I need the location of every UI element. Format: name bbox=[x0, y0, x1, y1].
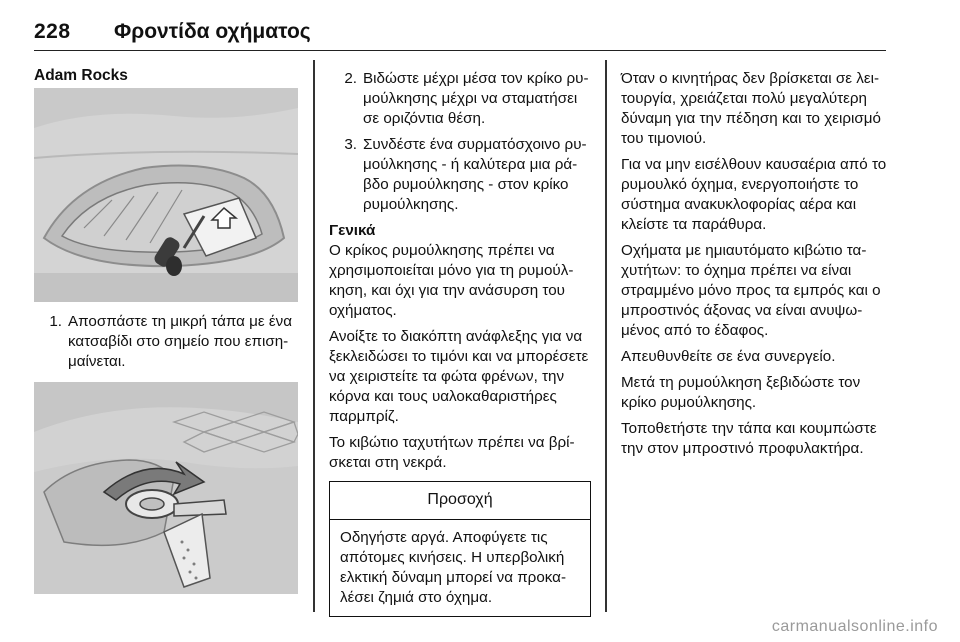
caution-text: Οδηγήστε αργά. Αποφύγετε τις απότομες κινήσεις. Η υπερβολική ελκτική δύναμη μπορεί να προκαλέσει ζημιά στο όχημα. bbox=[340, 529, 567, 606]
step-1 bbox=[34, 312, 298, 372]
watermark: carmanualsonline.info bbox=[771, 618, 938, 635]
chapter-title: Φροντίδα οχήματος bbox=[114, 20, 311, 43]
column-middle bbox=[329, 60, 591, 617]
step-text: Αποσπάστε τη μικρή τάπα με ένα κατσαβίδι στο σημείο που επισημαίνεται. bbox=[68, 313, 293, 370]
model-title: Adam Rocks bbox=[34, 67, 128, 84]
paragraph: Οχήματα με ημιαυτόματο κιβώτιο ταχυτήτων: το όχημα πρέπει να είναι στραμμένο μόνο προς τα εμπρός και ο μπροστινός άξονας να είναι ανυψωμένος από το έδαφος. bbox=[621, 242, 881, 339]
step-number: 3. bbox=[344, 136, 357, 153]
step-2 bbox=[329, 69, 591, 129]
column-left bbox=[34, 60, 298, 594]
paragraph: Ο κρίκος ρυμούλκησης πρέπει να χρησιμοποιείται μόνο για τη ρυμούλκηση, και όχι για την ανάσυρση του οχήματος. bbox=[329, 242, 574, 319]
page-header bbox=[34, 16, 886, 51]
paragraph: Τοποθετήστε την τάπα και κουμπώστε την στον μπροστινό προφυλακτήρα. bbox=[621, 420, 877, 457]
page-number: 228 bbox=[34, 20, 71, 43]
paragraph: Το κιβώτιο ταχυτήτων πρέπει να βρίσκεται στη νεκρά. bbox=[329, 434, 575, 471]
paragraph: Μετά τη ρυμούλκηση ξεβιδώστε τον κρίκο ρυμούλκησης. bbox=[621, 374, 861, 411]
paragraph: Για να μην εισέλθουν καυσαέρια από το ρυμουλκό όχημα, ενεργοποιήστε το σύστημα ανακυκλοφορίας αέρα και κλείστε τα παράθυρα. bbox=[621, 156, 887, 233]
column-divider bbox=[313, 60, 315, 612]
paragraph: Απευθυνθείτε σε ένα συνεργείο. bbox=[621, 348, 836, 365]
step-number: 2. bbox=[344, 70, 357, 87]
section-heading-general: Γενικά bbox=[329, 222, 376, 239]
step-text: Συνδέστε ένα συρματόσχοινο ρυμούλκησης - ή καλύτερα μια ράβδο ρυμούλκησης - στον κρίκο ρυμούλκησης. bbox=[363, 136, 587, 213]
caution-box bbox=[329, 481, 591, 617]
caution-title: Προσοχή bbox=[330, 482, 590, 520]
step-number: 1. bbox=[49, 313, 62, 330]
column-right bbox=[621, 60, 893, 465]
step-text: Βιδώστε μέχρι μέσα τον κρίκο ρυμούλκησης μέχρι να σταματήσει σε οριζόντια θέση. bbox=[363, 70, 589, 127]
step-3 bbox=[329, 135, 591, 215]
paragraph: Όταν ο κινητήρας δεν βρίσκεται σε λειτουργία, χρειάζεται πολύ μεγαλύτερη δύναμη για την πέδηση και το χειρισμό του τιμονιού. bbox=[621, 70, 881, 147]
illustration-bumper-cap bbox=[34, 88, 298, 302]
paragraph: Ανοίξτε το διακόπτη ανάφλεξης για να ξεκλειδώσει το τιμόνι και να μπορέσετε να χειριστείτε τα φώτα φρένων, την κόρνα και τους υαλοκαθαριστήρες παρμπρίζ. bbox=[329, 328, 589, 425]
illustration-tow-eye bbox=[34, 382, 298, 594]
column-divider bbox=[605, 60, 607, 612]
